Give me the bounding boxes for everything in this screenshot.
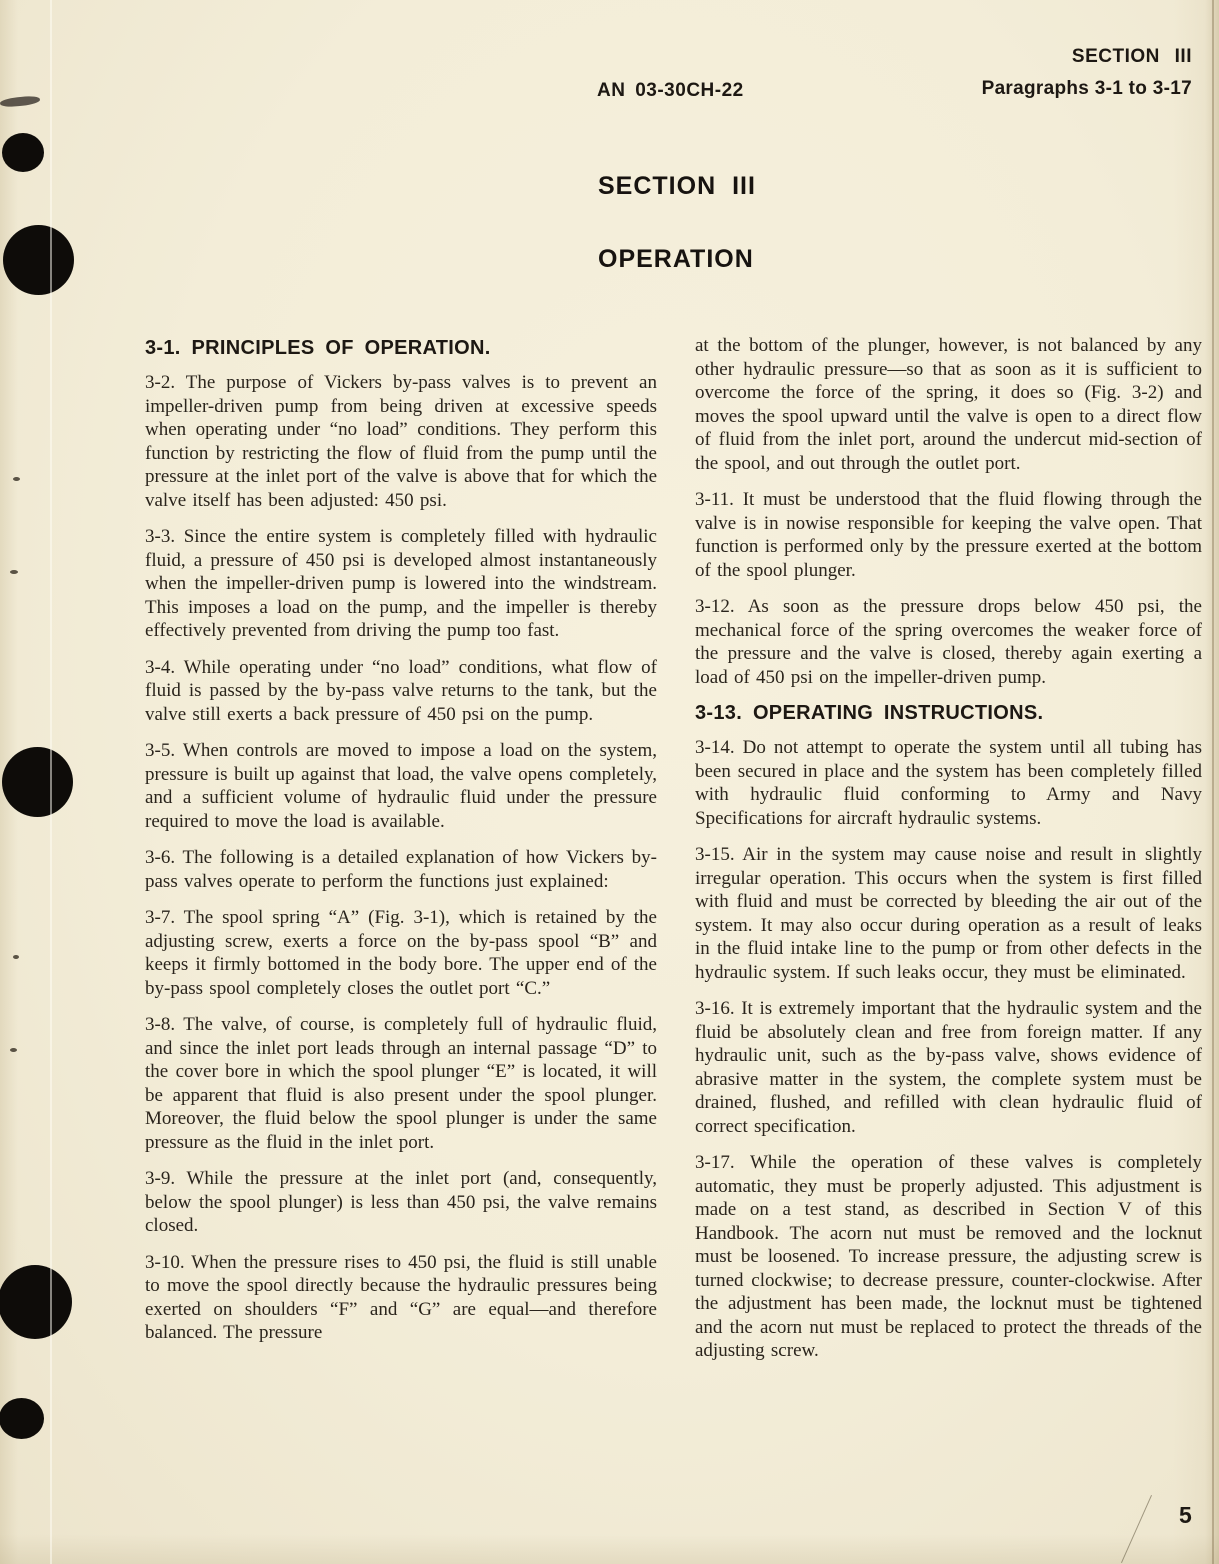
paper-scratch — [1121, 1495, 1152, 1563]
paragraph-3-12: 3-12. As soon as the pressure drops below 450 psi, the mechanical force of the spring overcomes the weaker force of the pressure and the valve is closed, thereby again exerting a load of 450 psi on the impeller-driven pump. — [695, 596, 1202, 688]
right-column — [695, 334, 1202, 1376]
binder-hole-mark — [0, 1265, 72, 1339]
ink-speck — [13, 955, 19, 959]
paragraph-3-8: 3-8. The valve, of course, is completely full of hydraulic fluid, and since the inlet port leads through an internal passage “D” to the cover bore in which the spool plunger “E” is located, it will be apparent that fluid is also present under the spool plunger. Moreover, the fluid below the spool plunger is under the same pressure as the fluid in the inlet port. — [145, 1014, 657, 1153]
paragraph-3-9: 3-9. While the pressure at the inlet port (and, consequently, below the spool plunger) is less than 450 psi, the valve remains closed. — [145, 1168, 657, 1236]
section-subtitle: OPERATION — [598, 245, 754, 273]
paragraph-3-11: 3-11. It must be understood that the fluid flowing through the valve is in nowise responsible for keeping the valve open. That function is performed only by the pressure exerted at the bottom of the spool plunger. — [695, 489, 1202, 581]
paragraph-3-5: 3-5. When controls are moved to impose a load on the system, pressure is built up against that load, the valve opens completely, and a sufficient volume of hydraulic fluid under the pressure required to move the load is available. — [145, 740, 657, 832]
left-column — [145, 334, 657, 1376]
page-number: 5 — [1179, 1502, 1192, 1528]
paragraph-3-4: 3-4. While operating under “no load” conditions, what flow of fluid is passed by the by-pass valve returns to the tank, but the valve still exerts a back pressure of 450 psi on the pump. — [145, 656, 657, 725]
paper-crease — [50, 0, 52, 1564]
paragraph-3-10-continued: at the bottom of the plunger, however, is not balanced by any other hydraulic pressure—so that as soon as it is sufficient to overcome the force of the spring, it does so (Fig. 3-2) and moves the spool upward until the valve is open to a direct flow of fluid from the inlet port, around the undercut mid-section of the spool, and out through the outlet port. — [695, 335, 1202, 474]
binder-hole-mark — [2, 133, 44, 172]
ink-smudge — [0, 95, 40, 108]
heading-3-13: 3-13. OPERATING INSTRUCTIONS. — [695, 702, 1044, 724]
paragraph-3-15: 3-15. Air in the system may cause noise and result in slightly irregular operation. This occurs when the system is first filled with fluid and must be corrected by bleeding the air out of the system. It may also occur during operation as a result of leaks in the fluid intake line to the pump or from other defects in the hydraulic system. If such leaks occur, they must be eliminated. — [695, 844, 1202, 983]
header-section-label: SECTION III — [1071, 46, 1192, 67]
heading-3-1: 3-1. PRINCIPLES OF OPERATION. — [145, 337, 491, 359]
paragraph-3-17: 3-17. While the operation of these valves is completely automatic, they must be properly adjusted. This adjustment is made on a test stand, as described in Section V of this Handbook. The acorn nut must be removed and the locknut must be loosened. To increase pressure, the adjusting screw is turned clockwise; to decrease pressure, counter-clockwise. After the adjustment has been made, the locknut must be tightened and the acorn nut must be replaced to protect the threads of the adjusting screw. — [695, 1152, 1202, 1361]
paragraph-3-16: 3-16. It is extremely important that the hydraulic system and the fluid be absolutely clean and free from foreign matter. If any hydraulic unit, such as the by-pass valve, shows evidence of abrasive matter in the system, the complete system must be drained, flushed, and refilled with clean hydraulic fluid of correct specification. — [695, 998, 1202, 1137]
ink-speck — [10, 570, 18, 574]
paragraph-3-6: 3-6. The following is a detailed explanation of how Vickers by-pass valves operate to perform the functions just explained: — [145, 847, 657, 892]
paragraph-3-10: 3-10. When the pressure rises to 450 psi, the fluid is still unable to move the spool directly because the hydraulic pressures being exerted on shoulders “F” and “G” are equal—and therefore balanced. The pressure — [145, 1251, 657, 1343]
paragraph-3-3: 3-3. Since the entire system is completely filled with hydraulic fluid, a pressure of 450 psi is developed almost instantaneously when the impeller-driven pump is lowered into the windstream. This imposes a load on the pump, and the impeller is thereby effectively prevented from driving the pump too fast. — [145, 526, 657, 641]
paragraph-3-2: 3-2. The purpose of Vickers by-pass valves is to prevent an impeller-driven pump from being driven at excessive speeds when operating under “no load” conditions. They perform this function by restricting the flow of fluid from the pump until the pressure at the inlet port of the valve is above that for which the valve itself has been adjusted: 450 psi. — [145, 372, 657, 511]
header-document-number: AN 03-30CH-22 — [597, 80, 744, 101]
binder-hole-mark — [2, 747, 73, 817]
header-paragraph-range: Paragraphs 3-1 to 3-17 — [981, 78, 1192, 99]
binder-hole-mark — [3, 225, 74, 295]
ink-speck — [13, 477, 20, 481]
body-columns — [145, 334, 1202, 1376]
paragraph-3-7: 3-7. The spool spring “A” (Fig. 3-1), which is retained by the adjusting screw, exerts a force on the by-pass spool “B” and keeps it firmly bottomed in the body bore. The upper end of the by-pass spool completely closes the outlet port “C.” — [145, 907, 657, 999]
binder-hole-mark — [0, 1398, 44, 1439]
paragraph-3-14: 3-14. Do not attempt to operate the system until all tubing has been secured in place and the system has been completely filled with hydraulic fluid conforming to Army and Navy Specifications for aircraft hydraulic systems. — [695, 737, 1202, 829]
page-edge-shadow — [1212, 0, 1214, 1564]
section-title: SECTION III — [598, 172, 756, 200]
ink-speck — [10, 1048, 17, 1052]
